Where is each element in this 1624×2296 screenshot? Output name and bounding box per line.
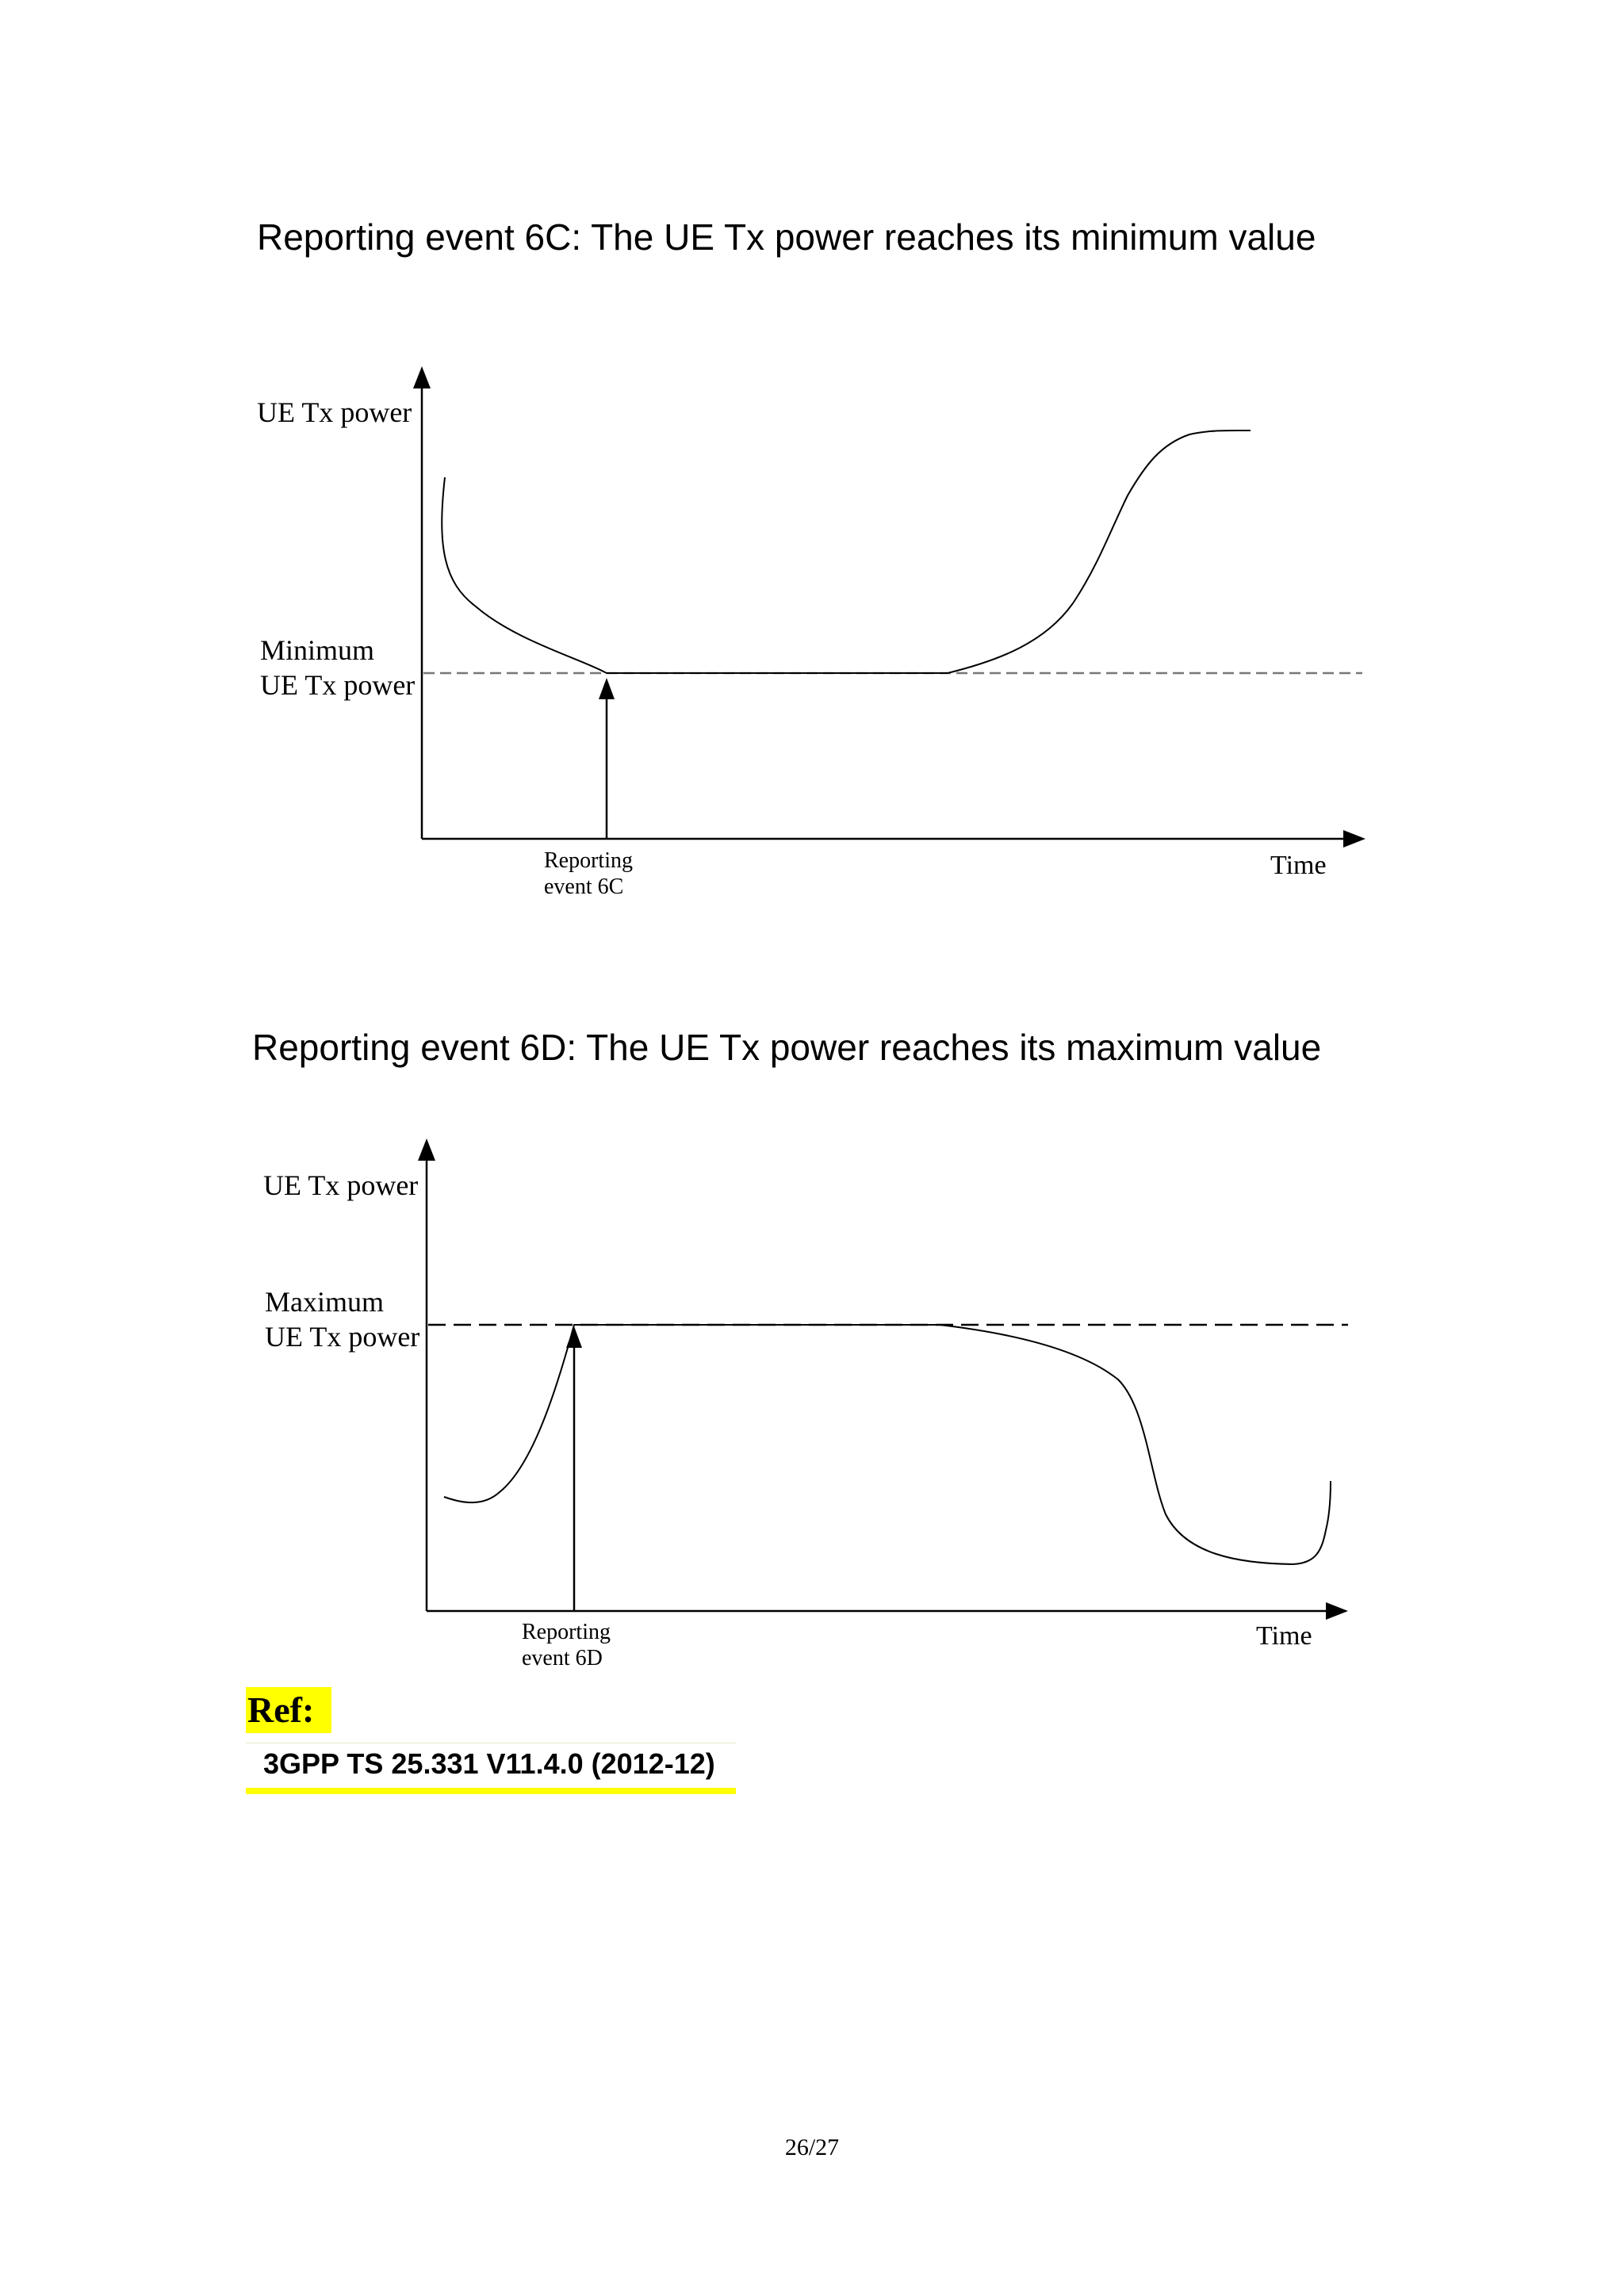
reference-block [246,1687,736,1794]
figure-6c-heading: Reporting event 6C: The UE Tx power reaches its minimum value [257,216,1316,258]
figure-6c-y-axis-label: UE Tx power [257,396,412,428]
reference-label: Ref: [246,1687,331,1733]
figure-6d-x-axis-label: Time [1256,1621,1312,1651]
figure-6c-x-axis-label: Time [1270,851,1327,880]
figure-6d-heading: Reporting event 6D: The UE Tx power reaches its maximum value [252,1027,1322,1068]
reference-source: 3GPP TS 25.331 V11.4.0 (2012-12) [246,1743,736,1794]
figure-6d-threshold-label-line2: UE Tx power [265,1321,420,1353]
figure-6c-y-axis-arrow [413,366,431,388]
figure-6d-power-curve [444,1325,1331,1564]
figure-6c-threshold-label-line1: Minimum [260,634,375,666]
figure-6c-power-curve [442,430,1251,673]
figure-6d-threshold-label-line1: Maximum [265,1286,384,1318]
figure-6d-event-marker-arrow [566,1326,582,1348]
figure-6c-x-axis-arrow [1343,830,1365,848]
figure-6c-event-marker-arrow [599,678,615,699]
figure-6d-event-label-line2: event 6D [522,1646,603,1670]
figure-6c-event-label-line2: event 6C [544,874,624,899]
figure-6c-event-label-line1: Reporting [544,848,633,873]
figure-6d-x-axis-arrow [1326,1602,1348,1620]
figure-6d-y-axis-label: UE Tx power [263,1169,419,1201]
figure-6c-diagram [257,366,1365,899]
figure-6d-diagram [263,1138,1348,1670]
figure-6d-y-axis-arrow [418,1138,435,1161]
page-number: 26/27 [784,2134,840,2160]
figure-6c-threshold-label-line2: UE Tx power [260,669,416,701]
figure-6d-event-label-line1: Reporting [522,1620,611,1644]
